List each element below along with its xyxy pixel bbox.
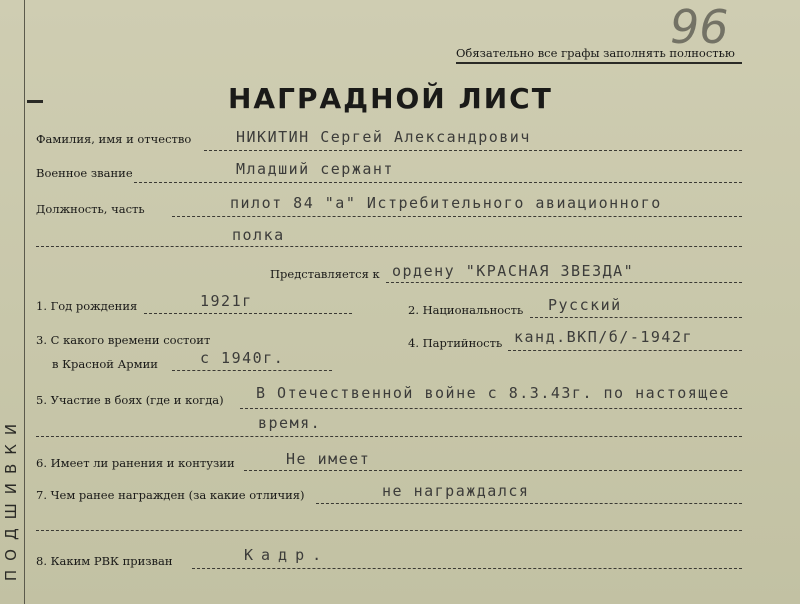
position-label: Должность, часть: [36, 202, 145, 216]
fio-label: Фамилия, имя и отчество: [36, 132, 192, 146]
position-line-2: [36, 246, 742, 247]
service-since-line: [172, 370, 332, 371]
party-value: канд.ВКП/б/-1942г: [514, 328, 694, 346]
service-since-label-line1: 3. С какого времени состоит: [36, 333, 211, 347]
rvk-value: Кадр.: [244, 546, 330, 564]
nationality-value: Русский: [548, 296, 622, 314]
binding-label-text: ПОДШИВКИ: [2, 414, 21, 582]
nominated-line: [386, 282, 742, 283]
battles-value-line2: время.: [258, 414, 322, 432]
nationality-line: [530, 317, 742, 318]
awards-value: не награждался: [382, 482, 530, 500]
party-label: 4. Партийность: [408, 336, 503, 350]
rank-label: Военное звание: [36, 166, 133, 180]
document-title: НАГРАДНОЙ ЛИСТ: [228, 82, 553, 115]
birth-year-value: 1921г: [200, 292, 253, 310]
party-line: [508, 350, 742, 351]
archive-page-number: 96: [670, 0, 729, 54]
awards-line-1: [316, 503, 742, 504]
birth-year-line: [144, 313, 352, 314]
binding-margin-line: [24, 0, 25, 604]
position-value-line2: полка: [232, 226, 285, 244]
nominated-label: Представляется к: [270, 267, 380, 281]
rank-line: [134, 182, 742, 183]
battles-line-1: [240, 408, 742, 409]
service-since-value: с 1940г.: [200, 349, 285, 367]
position-value-line1: пилот 84 "а" Истребительного авиационного: [230, 194, 662, 212]
awards-line-2: [36, 530, 742, 531]
nationality-label: 2. Национальность: [408, 303, 524, 317]
wounds-line: [244, 470, 742, 471]
binding-margin-label: [0, 392, 22, 604]
nominated-value: ордену "КРАСНАЯ ЗВЕЗДА": [392, 262, 635, 280]
position-line-1: [172, 216, 742, 217]
wounds-label: 6. Имеет ли ранения и контузии: [36, 456, 235, 470]
rank-value: Младший сержант: [236, 160, 394, 178]
binding-hole-mark: [27, 100, 43, 103]
birth-year-label: 1. Год рождения: [36, 299, 138, 313]
battles-line-2: [36, 436, 742, 437]
rvk-line: [192, 568, 742, 569]
battles-value-line1: В Отечественной войне с 8.3.43г. по настоящее: [256, 384, 730, 402]
awards-label: 7. Чем ранее награжден (за какие отличия): [36, 488, 305, 502]
rvk-label: 8. Каким РВК призван: [36, 554, 173, 568]
battles-label: 5. Участие в боях (где и когда): [36, 393, 224, 407]
fio-value: НИКИТИН Сергей Александрович: [236, 128, 531, 146]
fio-line: [204, 150, 742, 151]
wounds-value: Не имеет: [286, 450, 371, 468]
service-since-label-line2: в Красной Армии: [52, 357, 158, 371]
fill-instruction: Обязательно все графы заполнять полностью: [456, 46, 742, 64]
